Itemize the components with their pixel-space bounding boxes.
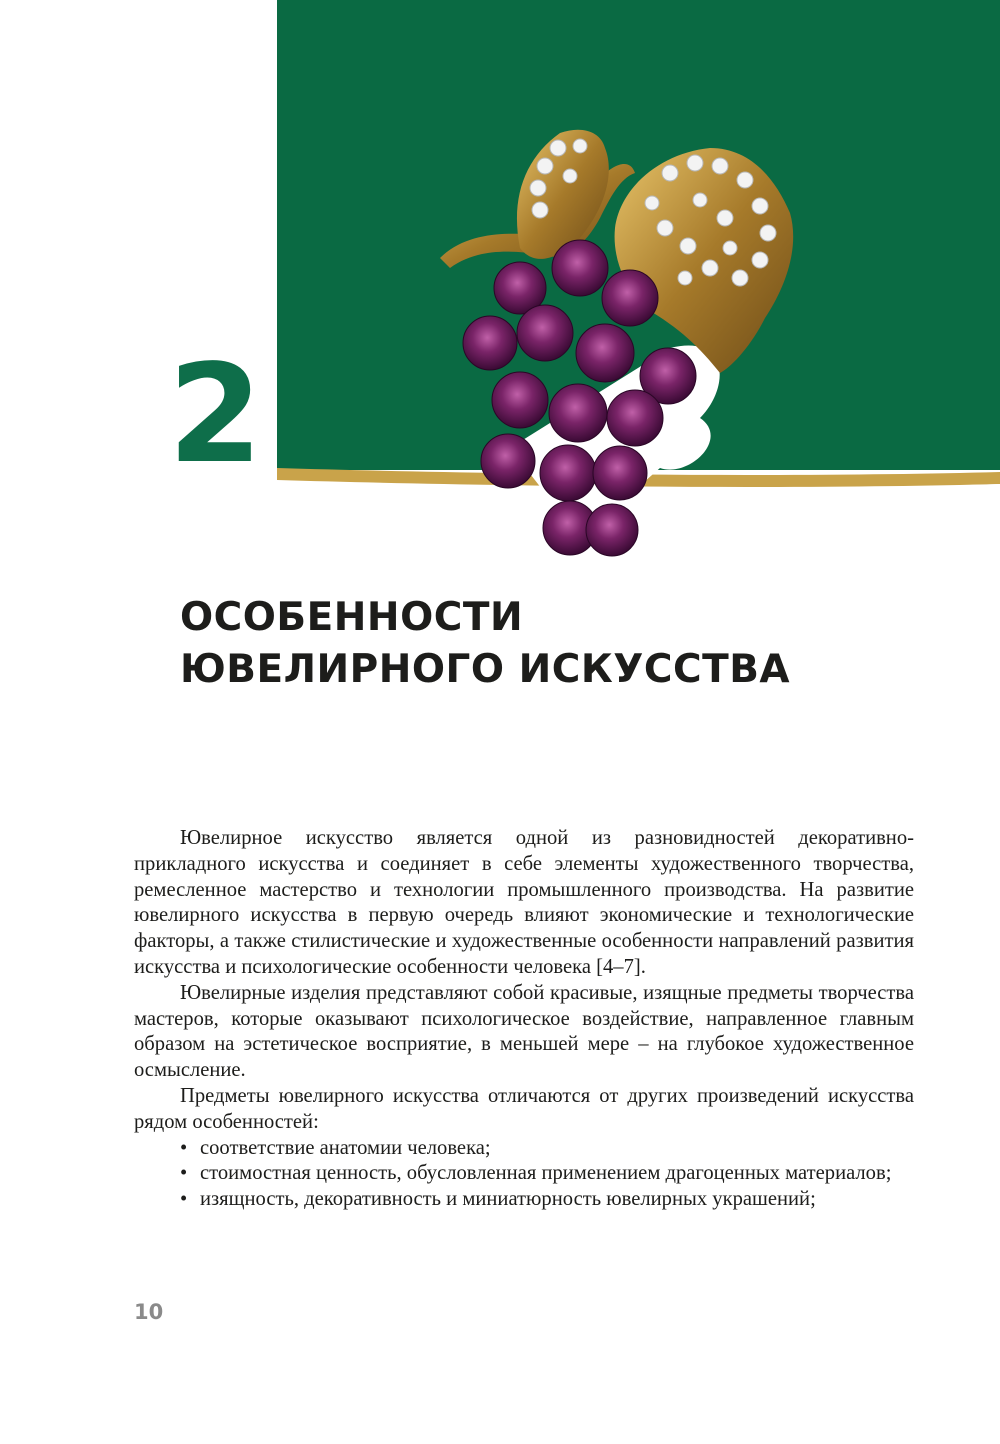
chapter-number: 2 xyxy=(168,336,259,494)
paragraph: Ювелирные изделия представляют собой красивые, изящные предметы творчества мастеров, которые оказывают психологическое воздействие, направленное главным образом на эстетическое восприятие, в меньшей мере – на глубокое художественное осмысление. xyxy=(134,981,914,1082)
grape-brooch-image xyxy=(430,118,820,568)
page-number: 10 xyxy=(134,1300,164,1324)
bullet-item xyxy=(134,1187,914,1213)
chapter-title-line-2: ЮВЕЛИРНОГО ИСКУССТВА xyxy=(180,647,791,692)
bullet-icon: • xyxy=(180,1188,188,1211)
chapter-title-line-1: ОСОБЕННОСТИ xyxy=(180,595,524,640)
body-text xyxy=(134,826,914,1213)
bullet-text: изящность, декоративность и миниатюрность ювелирных украшений; xyxy=(200,1188,816,1211)
bullet-text: стоимостная ценность, обусловленная применением драгоценных материалов; xyxy=(200,1162,892,1185)
paragraph: Ювелирное искусство является одной из разновидностей декоративно-прикладного искусства и соединяет в себе элементы художественного творчества, ремесленное мастерство и технологии промышленного производства. На развитие ювелирного искусства в первую очередь влияют экономические и технологические факторы, а также стилистические и художественные особенности направлений развития искусства и психологические особенности человека [4–7]. xyxy=(134,827,914,978)
bullet-item xyxy=(134,1136,914,1162)
bullet-icon: • xyxy=(180,1162,188,1185)
bullet-item xyxy=(134,1161,914,1187)
bullet-text: соответствие анатомии человека; xyxy=(200,1136,491,1159)
paragraph: Предметы ювелирного искусства отличаются от других произведений искусства рядом особенностей: xyxy=(134,1084,914,1133)
bullet-icon: • xyxy=(180,1136,188,1159)
chapter-title xyxy=(180,592,940,696)
